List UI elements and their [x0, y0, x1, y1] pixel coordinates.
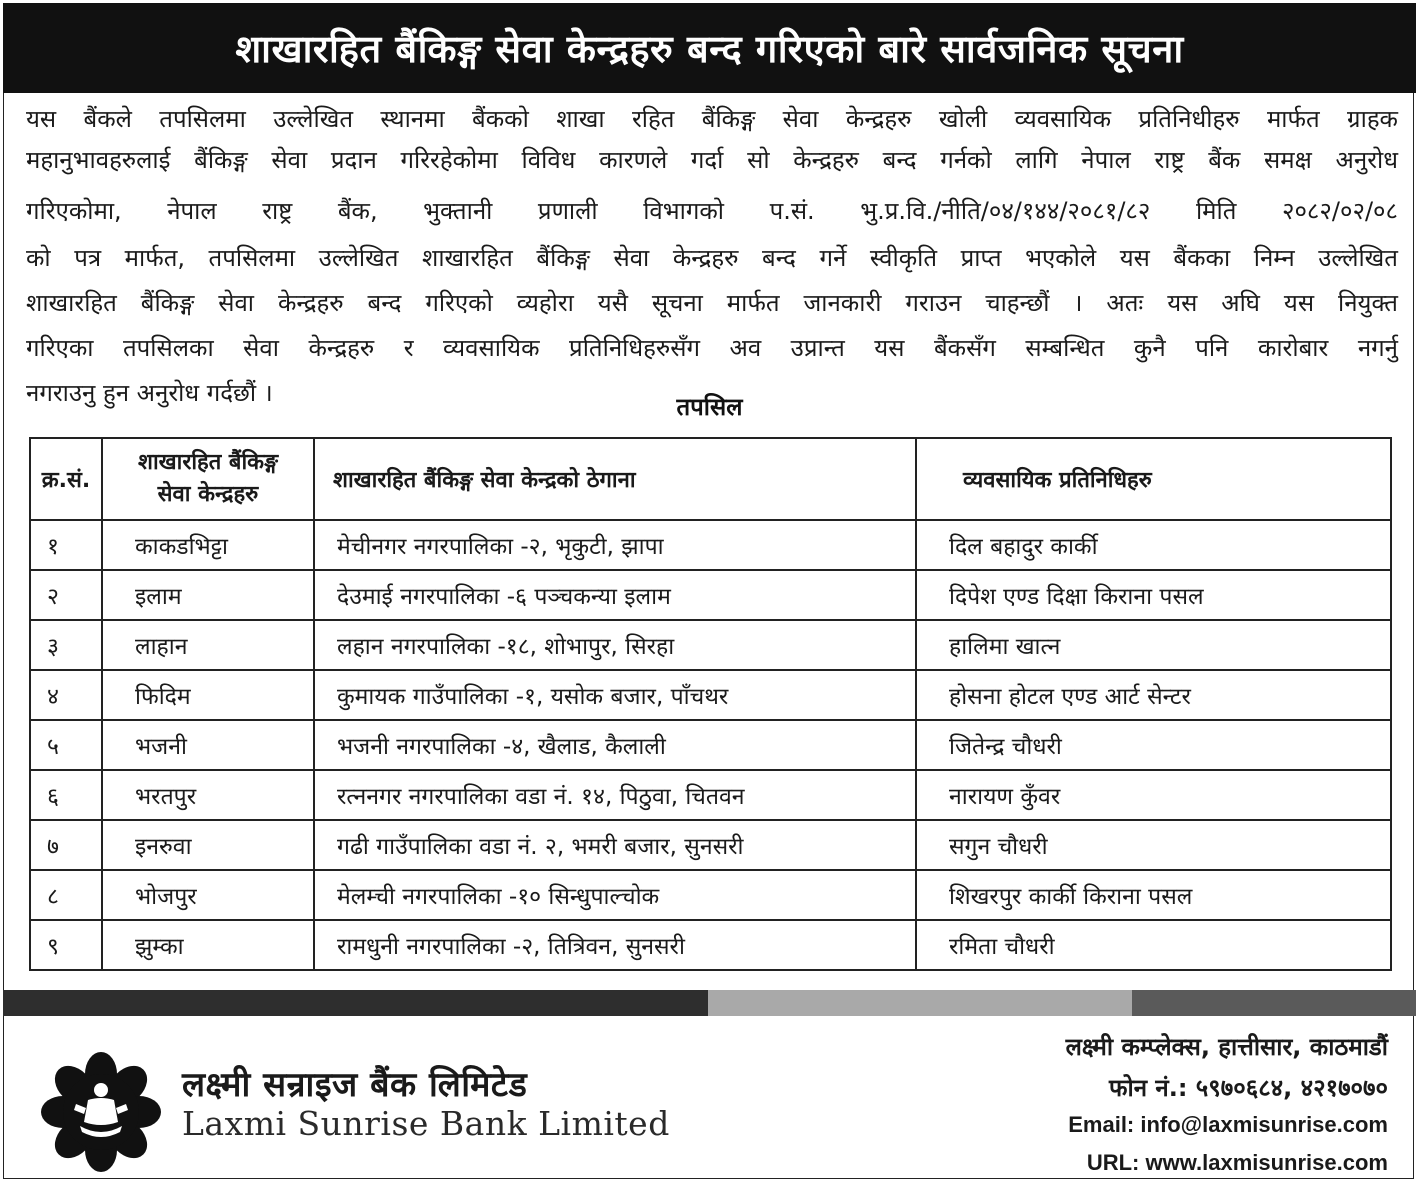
divider-bar-dark — [3, 990, 708, 1016]
cell-address: मेलम्ची नगरपालिका -१० सिन्धुपाल्चोक — [314, 870, 916, 920]
cell-representative: नारायण कुँवर — [916, 770, 1391, 820]
table-row — [30, 770, 1391, 820]
cell-center: इनरुवा — [102, 820, 314, 870]
cell-sn: २ — [30, 570, 102, 620]
cell-address: गढी गाउँपालिका वडा नं. २, भमरी बजार, सुनसरी — [314, 820, 916, 870]
bank-name-english: Laxmi Sunrise Bank Limited — [182, 1104, 670, 1143]
cell-representative: शिखरपुर कार्की किराना पसल — [916, 870, 1391, 920]
cell-address: रामधुनी नगरपालिका -२, तित्रिवन, सुनसरी — [314, 920, 916, 970]
table-row — [30, 720, 1391, 770]
cell-representative: जितेन्द्र चौधरी — [916, 720, 1391, 770]
header-service-center — [102, 438, 314, 520]
cell-representative: दिल बहादुर कार्की — [916, 520, 1391, 570]
cell-center: भरतपुर — [102, 770, 314, 820]
paragraph-line: गरिएका तपसिलका सेवा केन्द्रहरु र व्यवसायिक प्रतिनिधिहरुसँग अव उप्रान्त यस बैंकसँग सम्बन्धित कुनै पनि कारोबार नगर्नु — [26, 334, 1398, 362]
cell-sn: ५ — [30, 720, 102, 770]
header-sn: क्र.सं. — [30, 438, 102, 520]
header-service-center-line2: सेवा केन्द्रहरु — [157, 482, 259, 507]
cell-center: भजनी — [102, 720, 314, 770]
cell-address: रत्ननगर नगरपालिका वडा नं. १४, पिठुवा, चितवन — [314, 770, 916, 820]
table-row — [30, 520, 1391, 570]
bank-name-nepali: लक्ष्मी सन्राइज बैंक लिमिटेड — [182, 1065, 528, 1105]
table-row — [30, 570, 1391, 620]
cell-representative: दिपेश एण्ड दिक्षा किराना पसल — [916, 570, 1391, 620]
cell-center: फिदिम — [102, 670, 314, 720]
cell-representative: होसना होटल एण्ड आर्ट सेन्टर — [916, 670, 1391, 720]
paragraph-line: को पत्र मार्फत, तपसिलमा उल्लेखित शाखारहित बैंकिङ्ग सेवा केन्द्रहरु बन्द गर्ने स्वीकृति प्राप्त भएकोले यस बैंकका निम्न उल्लेखित — [26, 244, 1398, 272]
cell-address: भजनी नगरपालिका -४, खैलाड, कैलाली — [314, 720, 916, 770]
paragraph-line: शाखारहित बैंकिङ्ग सेवा केन्द्रहरु बन्द गरिएको व्यहोरा यसै सूचना मार्फत जानकारी गराउन चाहन्छौं । अतः यस अघि यस नियुक्त — [26, 289, 1398, 317]
cell-address: देउमाई नगरपालिका -६ पञ्चकन्या इलाम — [314, 570, 916, 620]
cell-sn: ९ — [30, 920, 102, 970]
cell-sn: १ — [30, 520, 102, 570]
cell-sn: ४ — [30, 670, 102, 720]
cell-address: लहान नगरपालिका -१८, शोभापुर, सिरहा — [314, 620, 916, 670]
cell-center: इलाम — [102, 570, 314, 620]
contact-url: URL: www.laxmisunrise.com — [1086, 1150, 1388, 1175]
table-row — [30, 820, 1391, 870]
cell-sn: ३ — [30, 620, 102, 670]
divider-bar-light — [708, 990, 1132, 1016]
lotus-deity-emblem-icon — [36, 1052, 166, 1172]
header-representative: व्यवसायिक प्रतिनिधिहरु — [916, 438, 1391, 520]
cell-center: लाहान — [102, 620, 314, 670]
contact-phone: फोन नं.: ५९७०६८४, ४२१७०७० — [1109, 1074, 1388, 1102]
cell-center: काकडभिट्टा — [102, 520, 314, 570]
paragraph-line: महानुभावहरुलाई बैंकिङ्ग सेवा प्रदान गरिरहेकोमा विविध कारणले गर्दा सो केन्द्रहरु बन्द गर्नको लागि नेपाल राष्ट्र बैंक समक्ष अनुरोध — [26, 146, 1398, 174]
header-service-center-line1: शाखारहित बैंकिङ्ग — [137, 450, 278, 475]
table-row — [30, 670, 1391, 720]
table-row — [30, 620, 1391, 670]
cell-sn: ८ — [30, 870, 102, 920]
paragraph-line: यस बैंकले तपसिलमा उल्लेखित स्थानमा बैंकको शाखा रहित बैंकिङ्ग सेवा केन्द्रहरु खोली व्यवसायिक प्रतिनिधीहरु मार्फत ग्राहक — [26, 105, 1398, 133]
divider-bar-mid — [1132, 990, 1416, 1016]
schedule-title: तपसिल — [676, 393, 743, 421]
cell-address: मेचीनगर नगरपालिका -२, भृकुटी, झापा — [314, 520, 916, 570]
table-header-row — [30, 438, 1391, 520]
contact-email: Email: info@laxmisunrise.com — [1068, 1112, 1388, 1137]
contact-address: लक्ष्मी कम्प्लेक्स, हात्तीसार, काठमाडौं — [1065, 1033, 1388, 1061]
cell-center: झुम्का — [102, 920, 314, 970]
header-address: शाखारहित बैंकिङ्ग सेवा केन्द्रको ठेगाना — [314, 438, 916, 520]
cell-sn: ६ — [30, 770, 102, 820]
table-row — [30, 870, 1391, 920]
paragraph-line: नगराउनु हुन अनुरोध गर्दछौं । — [26, 379, 273, 407]
cell-representative: रमिता चौधरी — [916, 920, 1391, 970]
cell-representative: सगुन चौधरी — [916, 820, 1391, 870]
cell-address: कुमायक गाउँपालिका -१, यसोक बजार, पाँचथर — [314, 670, 916, 720]
cell-sn: ७ — [30, 820, 102, 870]
paragraph-line: गरिएकोमा, नेपाल राष्ट्र बैंक, भुक्तानी प्रणाली विभागको प.सं. भु.प्र.वि./नीति/०४/१४४/२०८१/८२ मिति २०८२/०२/०८ — [26, 197, 1398, 225]
notice-headline: शाखारहित बैंकिङ्ग सेवा केन्द्रहरु बन्द गरिएको बारे सार्वजनिक सूचना — [3, 3, 1416, 93]
cell-center: भोजपुर — [102, 870, 314, 920]
table-row — [30, 920, 1391, 970]
cell-representative: हालिमा खात्न — [916, 620, 1391, 670]
schedule-table — [29, 437, 1392, 971]
